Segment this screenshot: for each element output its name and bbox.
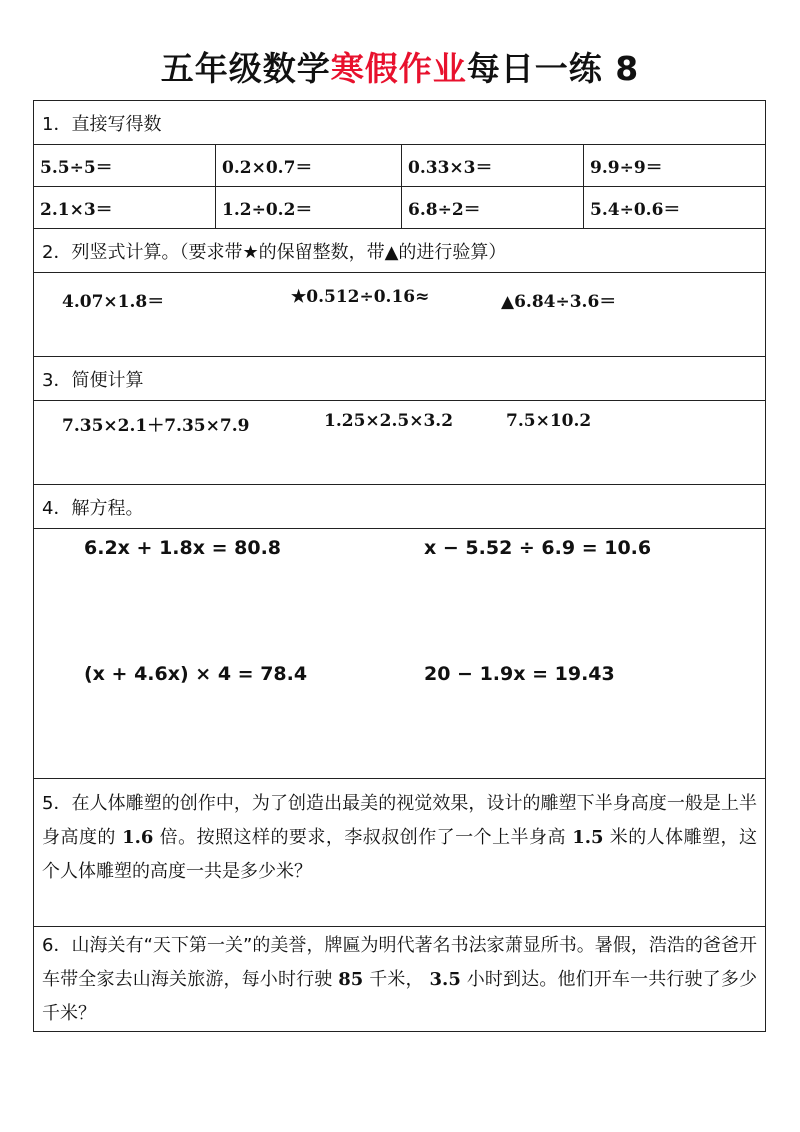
title-part1: 五年级数学 <box>160 49 331 88</box>
q1-cell: 1.2÷0.2＝ <box>216 187 402 228</box>
page-title <box>0 44 800 94</box>
q2-heading: 2．列竖式计算。（要求带★的保留整数，带▲的进行验算） <box>42 241 507 263</box>
title-part3: 每日一练 8 <box>466 49 640 88</box>
q4-equation: (x + 4.6x) × 4 = 78.4 <box>84 663 308 685</box>
q4-equation: x − 5.52 ÷ 6.9 = 10.6 <box>424 537 652 559</box>
q6-block <box>34 927 765 1031</box>
q3-heading-row <box>34 357 765 401</box>
q6-text-a: 6．山海关有“天下第一关”的美誉，牌匾为明代著名书法家萧显所书。暑假，浩浩的爸爸开车带全家去山海关旅游，每小时行驶 <box>42 935 757 990</box>
q1-cell: 0.2×0.7＝ <box>216 145 402 186</box>
q3-body <box>34 401 765 485</box>
q4-heading-row <box>34 485 765 529</box>
q6-number: 3.5 <box>429 969 461 990</box>
q1-cell: 2.1×3＝ <box>34 187 216 228</box>
q5-block <box>34 779 765 927</box>
q2-item: ▲6.84÷3.6＝ <box>501 292 617 312</box>
title-highlight: 寒假作业 <box>330 49 467 88</box>
q5-text-a: 5．在人体雕塑的创作中，为了创造出最美的视觉效果，设计的雕塑下半身高度一般是上半身高度的 <box>42 793 757 848</box>
q4-equation: 20 − 1.9x = 19.43 <box>424 663 615 685</box>
q2-item: ★0.512÷0.16≈ <box>291 287 430 307</box>
q1-heading-row <box>34 101 765 145</box>
q1-grid-row-1 <box>34 145 765 187</box>
q1-heading: 1．直接写得数 <box>42 113 162 135</box>
q6-text-b: 千米， <box>369 969 424 990</box>
q4-heading: 4．解方程。 <box>42 497 144 519</box>
q1-cell: 0.33×3＝ <box>402 145 584 186</box>
worksheet-table <box>33 100 766 1032</box>
q6-text-c: 小时到达。他们开车一共行驶了多少千米？ <box>42 969 757 1024</box>
q2-heading-row <box>34 229 765 273</box>
q4-body <box>34 529 765 779</box>
q5-text-c: 米的人体雕塑，这个人体雕塑的高度一共是多少米？ <box>42 827 758 882</box>
q1-cell: 5.4÷0.6＝ <box>590 200 681 220</box>
q2-item: 4.07×1.8＝ <box>62 292 165 312</box>
q5-text-b: 倍。按照这样的要求，李叔叔创作了一个上半身高 <box>159 827 566 848</box>
q3-item: 7.5×10.2 <box>506 411 592 431</box>
q2-body <box>34 273 765 357</box>
q4-equation: 6.2x + 1.8x = 80.8 <box>84 537 282 559</box>
q5-number: 1.5 <box>572 827 604 848</box>
q3-item: 1.25×2.5×3.2 <box>324 411 454 431</box>
q1-cell: 9.9÷9＝ <box>590 158 663 178</box>
q5-number: 1.6 <box>122 827 154 848</box>
q1-cell: 6.8÷2＝ <box>402 187 584 228</box>
q6-text <box>42 929 757 1031</box>
q6-number: 85 <box>338 969 364 990</box>
q3-heading: 3．简便计算 <box>42 369 144 391</box>
q1-grid-row-2 <box>34 187 765 229</box>
q1-cell: 5.5÷5＝ <box>34 145 216 186</box>
q5-text <box>42 787 757 889</box>
q3-item: 7.35×2.1＋7.35×7.9 <box>62 416 250 436</box>
